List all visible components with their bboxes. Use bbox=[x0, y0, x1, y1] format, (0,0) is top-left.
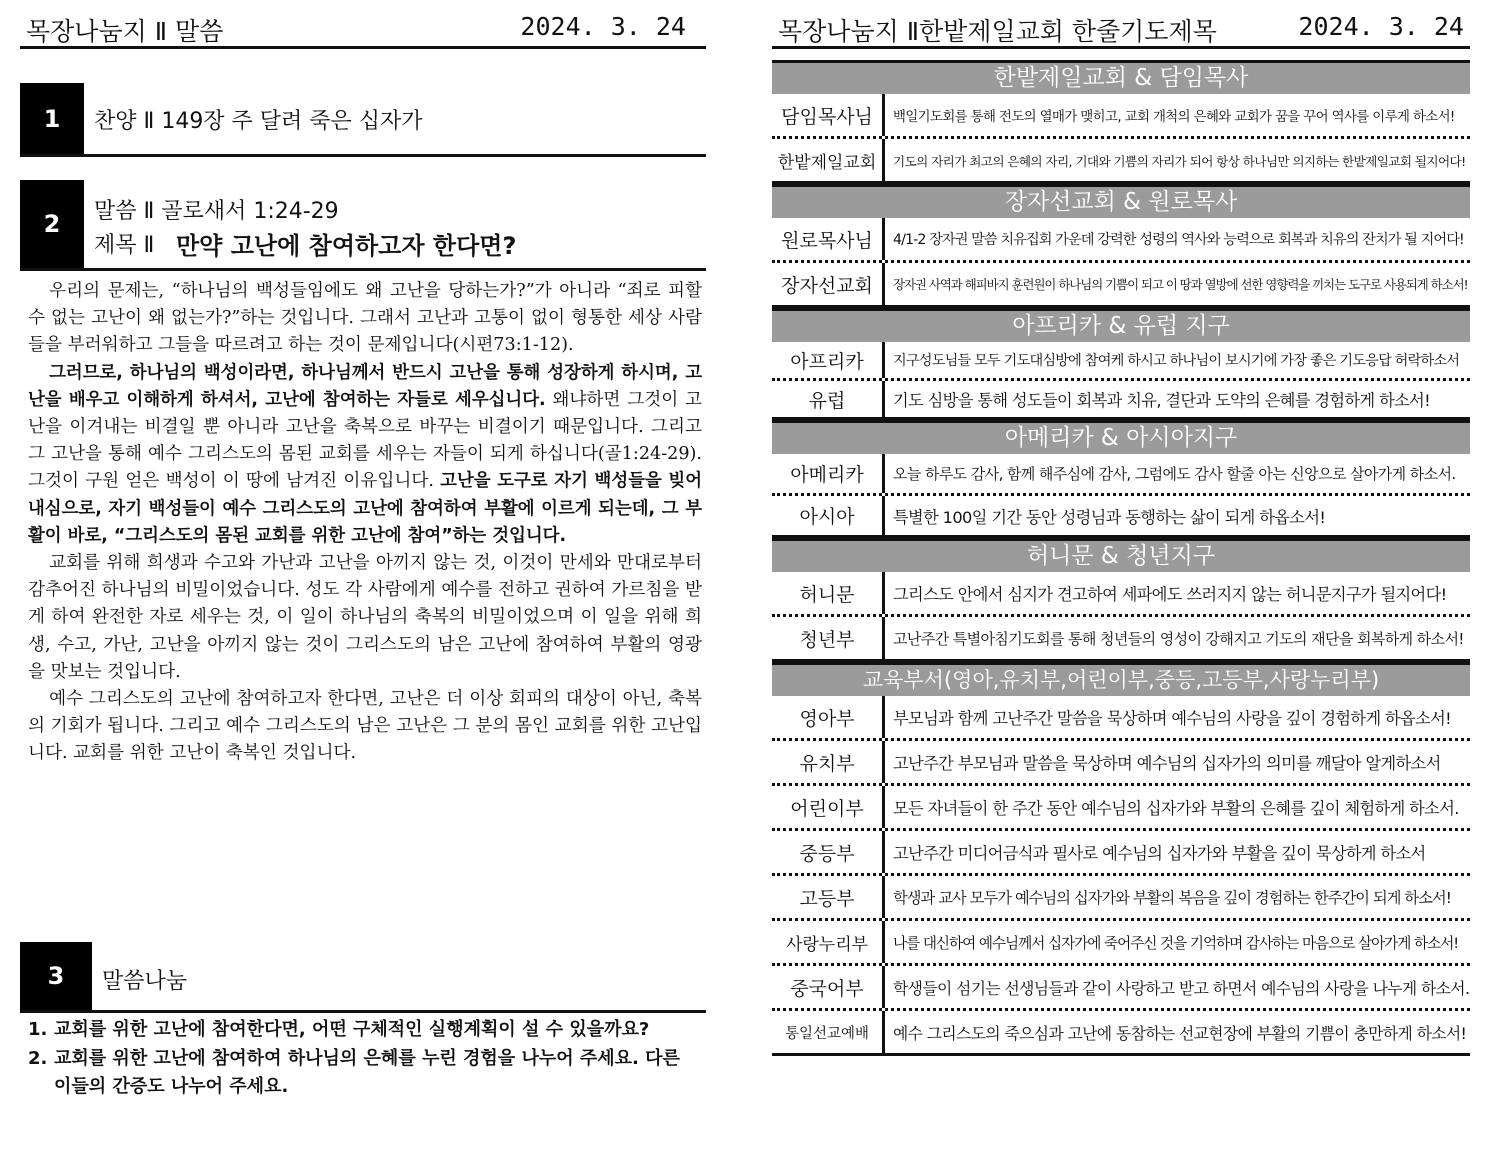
prayer-row bbox=[772, 218, 1470, 263]
prayer-row-text: 지구성도님들 모두 기도대심방에 참여케 하시고 하나님이 보시기에 가장 좋은 기도응답 허락하소서 bbox=[893, 353, 1460, 369]
prayer-row bbox=[772, 876, 1470, 921]
prayer-row-label: 아시아 bbox=[772, 496, 885, 535]
sermon-paragraph-2 bbox=[28, 360, 702, 550]
sermon-bold-1: 그러므로, 하나님의 백성이라면, 하나님께서 반드시 고난을 통해 성장하게 하시며, 고난을 배우고 이해하게 하셔서, 고난에 참여하는 자들로 세우십니다. bbox=[28, 362, 702, 410]
right-header-date: 2024. 3. 24 bbox=[1298, 12, 1464, 41]
prayer-group-header: 허니문 & 청년지구 bbox=[772, 538, 1470, 572]
prayer-group-header: 한밭제일교회 & 담임목사 bbox=[772, 60, 1470, 94]
prayer-row bbox=[772, 1011, 1470, 1056]
left-header-title: 목장나눔지 Ⅱ 말씀 bbox=[26, 17, 224, 46]
prayer-group-header: 장자선교회 & 원로목사 bbox=[772, 184, 1470, 218]
prayer-row-text: 백일기도회를 통해 전도의 열매가 맺히고, 교회 개척의 은혜와 교회가 꿈을 꾸어 역사를 이루게 하소서! bbox=[893, 109, 1455, 125]
prayer-row-text: 부모님과 함께 고난주간 말씀을 묵상하며 예수님의 사랑을 깊이 경험하게 하옵소서! bbox=[893, 709, 1452, 728]
right-page bbox=[772, 0, 1470, 1150]
prayer-row-text: 기도 심방을 통해 성도들이 회복과 치유, 결단과 도약의 은혜를 경험하게 하소서! bbox=[893, 391, 1431, 410]
prayer-row-text: 기도의 자리가 최고의 은혜의 자리, 기대와 기쁨의 자리가 되어 항상 하나님만 의지하는 한밭제일교회 될지어다! bbox=[893, 153, 1466, 169]
section-1-title: 찬양 Ⅱ 149장 주 달려 죽은 십자가 bbox=[94, 109, 423, 134]
sermon-paragraph-1: 우리의 문제는, “하나님의 백성들임에도 왜 고난을 당하는가?”가 아니라 “죄로 피할 수 없는 고난이 왜 없는가?”하는 것입니다. 그래서 고난과 고통이 없이 형통한 세상 사람들을 부러워하고 그들을 따르려고 하는 것이 문제입니다(시편73:1-12). bbox=[28, 281, 702, 356]
prayer-row-text: 장자권 사역과 해피바지 훈련원이 하나님의 기쁨이 되고 이 땅과 열방에 선한 영향력을 끼치는 도구로 사용되게 하소서! bbox=[893, 277, 1468, 292]
prayer-row bbox=[772, 696, 1470, 741]
left-page bbox=[20, 0, 706, 1150]
prayer-row bbox=[772, 831, 1470, 876]
prayer-row bbox=[772, 454, 1470, 496]
question-item: 1. 교회를 위한 고난에 참여한다면, 어떤 구체적인 실행계획이 설 수 있을까요? bbox=[28, 1019, 650, 1040]
prayer-row-label: 아메리카 bbox=[772, 454, 885, 493]
right-header-title: 목장나눔지 Ⅱ한밭제일교회 한줄기도제목 bbox=[778, 17, 1217, 46]
prayer-row bbox=[772, 496, 1470, 538]
prayer-row-label: 사랑누리부 bbox=[772, 921, 885, 963]
section-1-number: 1 bbox=[20, 83, 84, 154]
prayer-row-text: 오늘 하루도 감사, 함께 해주심에 감사, 그럼에도 감사 할줄 아는 신앙으로 살아가게 하소서. bbox=[893, 465, 1456, 483]
left-header bbox=[20, 10, 706, 49]
prayer-row bbox=[772, 94, 1470, 139]
right-header bbox=[772, 10, 1470, 49]
prayer-row-text: 예수 그리스도의 죽으심과 고난에 동참하는 선교현장에 부활의 기쁨이 충만하게 하소서! bbox=[893, 1023, 1467, 1043]
prayer-row-label: 유럽 bbox=[772, 381, 885, 417]
left-header-date: 2024. 3. 24 bbox=[520, 12, 686, 41]
prayer-row-label: 담임목사님 bbox=[772, 94, 885, 136]
section-1 bbox=[20, 83, 706, 157]
prayer-row-label: 어린이부 bbox=[772, 786, 885, 828]
sermon-paragraph-4: 예수 그리스도의 고난에 참여하고자 한다면, 고난은 더 이상 회피의 대상이 아닌, 축복의 기회가 됩니다. 그리고 예수 그리스도의 남은 고난은 그 분의 몸인 교회를 위한 고난입니다. 교회를 위한 고난이 축복인 것입니다. bbox=[28, 689, 702, 764]
prayer-row-text: 특별한 100일 기간 동안 성령님과 동행하는 삶이 되게 하옵소서! bbox=[893, 507, 1326, 527]
prayer-row-label: 중국어부 bbox=[772, 966, 885, 1008]
prayer-row-label: 영아부 bbox=[772, 696, 885, 738]
section-2 bbox=[20, 180, 706, 271]
prayer-row bbox=[772, 921, 1470, 966]
prayer-row-label: 청년부 bbox=[772, 617, 885, 659]
prayer-row bbox=[772, 381, 1470, 420]
prayer-row-label: 중등부 bbox=[772, 831, 885, 873]
prayer-row-text: 고난주간 특별아침기도회를 통해 청년들의 영성이 강해지고 기도의 재단을 회복하게 하소서! bbox=[893, 629, 1464, 648]
section-2-number: 2 bbox=[20, 180, 84, 268]
prayer-row bbox=[772, 263, 1470, 308]
prayer-row bbox=[772, 342, 1470, 381]
section-3 bbox=[20, 942, 706, 1013]
prayer-row-label: 원로목사님 bbox=[772, 218, 885, 260]
prayer-row-label: 허니문 bbox=[772, 572, 885, 614]
question-item: 2. 교회를 위한 고난에 참여하여 하나님의 은혜를 누린 경험을 나누어 주세요. 다른 이들의 간증도 나누어 주세요. bbox=[28, 1047, 680, 1097]
prayer-row-text: 모든 자녀들이 한 주간 동안 예수님의 십자가와 부활의 은혜를 깊이 체험하게 하소서. bbox=[893, 799, 1459, 818]
prayer-row-label: 장자선교회 bbox=[772, 263, 885, 305]
section-2-sermon-title: 만약 고난에 참여하고자 한다면? bbox=[176, 232, 517, 260]
prayer-row bbox=[772, 139, 1470, 184]
prayer-row-label: 아프리카 bbox=[772, 342, 885, 378]
prayer-table bbox=[772, 60, 1470, 1056]
prayer-row-text: 고난주간 부모님과 말씀을 묵상하며 예수님의 십자가의 의미를 깨달아 알게하소서 bbox=[893, 754, 1441, 773]
section-2-scripture: 말씀 Ⅱ 골로새서 1:24-29 bbox=[94, 199, 339, 224]
prayer-group-header: 교육부서(영아,유치부,어린이부,중등,고등부,사랑누리부) bbox=[772, 662, 1470, 696]
prayer-row-text: 나를 대신하여 예수님께서 십자가에 죽어주신 것을 기억하며 감사하는 마음으로 살아가게 하소서! bbox=[893, 934, 1459, 952]
prayer-row-text: 그리스도 안에서 심지가 견고하여 세파에도 쓰러지지 않는 허니문지구가 될지어다! bbox=[893, 585, 1447, 604]
prayer-row bbox=[772, 617, 1470, 662]
prayer-row-label: 통일선교예배 bbox=[772, 1011, 885, 1053]
discussion-questions bbox=[28, 1016, 702, 1102]
section-2-title-label: 제목 Ⅱ bbox=[94, 233, 155, 258]
prayer-group-header: 아메리카 & 아시아지구 bbox=[772, 420, 1470, 454]
prayer-row-text: 4/1-2 장자권 말씀 치유집회 가운데 강력한 성령의 역사와 능력으로 회복과 치유의 잔치가 될 지어다! bbox=[893, 232, 1464, 248]
prayer-row-text: 고난주간 미디어금식과 필사로 예수님의 십자가와 부활을 깊이 묵상하게 하소서 bbox=[893, 844, 1426, 863]
prayer-row-label: 고등부 bbox=[772, 876, 885, 918]
sermon-body bbox=[28, 278, 702, 768]
prayer-row-text: 학생들이 섬기는 선생님들과 같이 사랑하고 받고 하면서 예수님의 사랑을 나누게 하소서. bbox=[893, 978, 1470, 998]
prayer-row bbox=[772, 966, 1470, 1011]
prayer-row-label: 유치부 bbox=[772, 741, 885, 783]
prayer-row bbox=[772, 786, 1470, 831]
prayer-row bbox=[772, 572, 1470, 617]
section-3-title: 말씀나눔 bbox=[102, 969, 188, 994]
prayer-row-label: 한밭제일교회 bbox=[772, 139, 885, 181]
sermon-normal: 왜냐하면 그것이 고난을 이겨내는 비결일 뿐 아니라 고난을 축복으로 바꾸는 비결이기 때문입니다. 그리고 그 고난을 통해 예수 그리스도의 몸된 교회를 세우는 자들이 되게 하십니다(골1:24-29). 그것이 구원 얻은 백성이 이 땅에 남겨진 이유입니다. bbox=[28, 389, 702, 492]
sermon-paragraph-3: 교회를 위해 희생과 수고와 가난과 고난을 아끼지 않는 것, 이것이 만세와 만대로부터 감추어진 하나님의 비밀이었습니다. 성도 각 사람에게 예수를 전하고 권하여 가르침을 받게 하여 완전한 자로 세우는 것, 이 일이 하나님의 축복의 비밀이었으며 이 일을 위해 희생, 수고, 가난, 고난을 아끼지 않는 것이 그리스도의 남은 고난에 참여하여 부활의 영광을 맛보는 것입니다. bbox=[28, 553, 702, 682]
prayer-group-header: 아프리카 & 유럽 지구 bbox=[772, 308, 1470, 342]
sermon-bold-2: 고난을 도구로 자기 백성들을 빚어내심으로, 자기 백성들이 예수 그리스도의 고난에 참여하여 부활에 이르게 되는데, 그 부활이 바로, “그리스도의 몸된 교회를 위한 고난에 참여”하는 것입니다. bbox=[28, 471, 702, 546]
section-3-number: 3 bbox=[20, 942, 92, 1010]
prayer-row-text: 학생과 교사 모두가 예수님의 십자가와 부활의 복음을 깊이 경험하는 한주간이 되게 하소서! bbox=[893, 888, 1451, 907]
prayer-row bbox=[772, 741, 1470, 786]
